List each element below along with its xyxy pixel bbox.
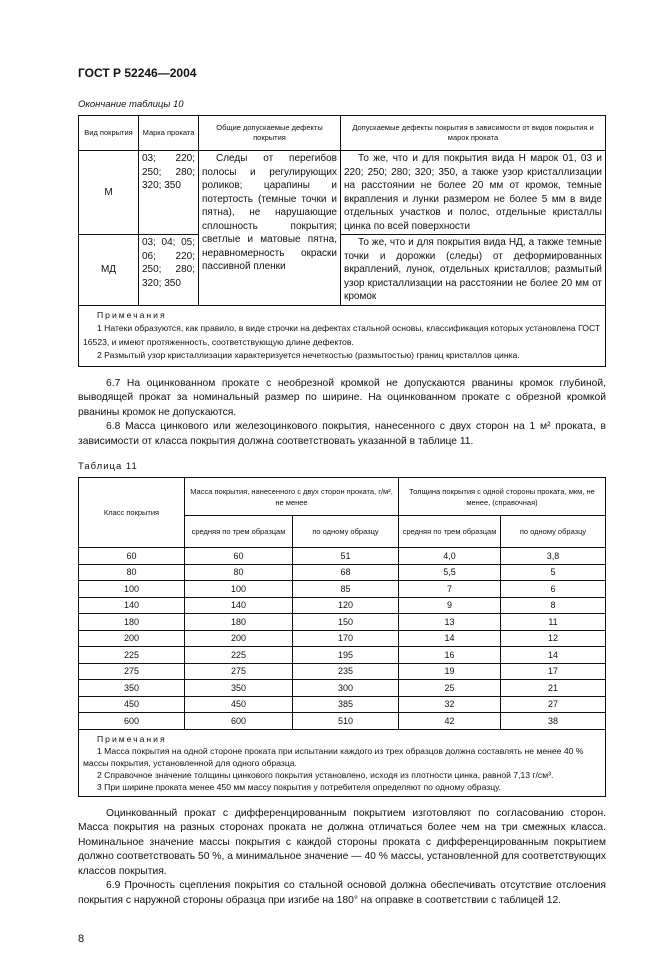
column-header: средняя по трем образцам [399,516,501,548]
table-cell: 385 [293,696,399,713]
table-cell: 510 [293,713,399,730]
table-row [79,630,606,647]
table-cell: 450 [79,696,185,713]
table-cell: 12 [501,630,606,647]
table-cell: 100 [79,581,185,598]
table-cell: 6 [501,581,606,598]
note: 3 При ширине проката менее 450 мм массу покрытия у потребителя определяют по одному образцу. [97,781,501,792]
grades: 03; 04; 05; 06; 220; 250; 280; 320; 350 [139,235,199,306]
column-header: Класс покрытия [79,478,185,548]
column-header: Масса покрытия, нанесенного с двух сторон проката, г/м², не менее [185,478,399,516]
table-row [79,680,606,697]
column-header: Толщина покрытия с одной стороны проката, мкм, не менее, (справочная) [399,478,606,516]
note: 2 Справочное значение толщины цинкового покрытия установлено, исходя из плотности цинка, равной 7,13 г/см³. [97,769,554,780]
table-cell: 11 [501,614,606,631]
paragraph: 6.7 На оцинкованном прокате с необрезной кромкой не допускаются рванины кромок глубиной, выводящей прокат за номинальный размер по ширине. На оцинкованном прокате с обрезной кромкой рванины кромок не допускаются. [78,377,606,418]
table-cell: 3,8 [501,548,606,565]
paragraphs-6-7-6-8 [78,377,606,450]
table-cell: 170 [293,630,399,647]
column-header: средняя по трем образцам [185,516,293,548]
general-defects: Следы от перегибов полосы и регулирующих роликов; царапины и потертость (темные точки и пятна), не нарушающие сплошность покрытия; светлые и матовые пятна, неравномерность окраски пассивной пленки [199,151,341,306]
table-cell: 5,5 [399,564,501,581]
table-cell: 68 [293,564,399,581]
table-cell: 38 [501,713,606,730]
table-cell: 120 [293,597,399,614]
paragraph: 6.8 Масса цинкового или железоцинкового покрытия, нанесенного с двух сторон на 1 м² проката, в зависимости от класса покрытия должна соответствовать указанной в таблице 11. [78,421,606,447]
table-10 [78,115,606,367]
table-cell: 60 [79,548,185,565]
grades: 03; 220; 250; 280; 320; 350 [139,151,199,235]
table-cell: 25 [399,680,501,697]
table-cell: 14 [399,630,501,647]
notes-title: Примечания [97,309,167,320]
table-cell: 5 [501,564,606,581]
table-row [79,696,606,713]
table-row [79,548,606,565]
table-cell: 600 [185,713,293,730]
table-cell: 13 [399,614,501,631]
table-cell: 140 [79,597,185,614]
table-cell: 4,0 [399,548,501,565]
specific-defects: То же, что и для покрытия вида НД, а также темные точки и дорожки (следы) от деформированных вкраплений, лунок, отдельных кристаллов; размытый узор кристаллизации на расстоянии не более 20 мм от кромок [341,235,606,306]
table-cell: 180 [79,614,185,631]
table-cell: 14 [501,647,606,664]
table10-notes [79,305,606,366]
table-cell: 195 [293,647,399,664]
table-row [79,713,606,730]
table-cell: 27 [501,696,606,713]
table-row [79,151,606,235]
table-cell: 51 [293,548,399,565]
table-row [79,647,606,664]
table-cell: 275 [79,663,185,680]
coating-type: МД [79,235,139,306]
table-row [79,564,606,581]
column-header: Вид покрытия [79,116,139,151]
table-cell: 19 [399,663,501,680]
note: 2 Размытый узор кристаллизации характеризуется нечеткостью (размытостью) границ кристаллов цинка. [97,350,520,360]
table-cell: 17 [501,663,606,680]
table-cell: 7 [399,581,501,598]
table-cell: 60 [185,548,293,565]
table-cell: 300 [293,680,399,697]
table-cell: 80 [79,564,185,581]
paragraph: 6.9 Прочность сцепления покрытия со стальной основой должна обеспечивать отсутствие отслоения покрытия с наружной стороны образца при изгибе на 180° на оправке в соответствии с таблицей 12. [78,880,606,906]
table-cell: 8 [501,597,606,614]
table-cell: 9 [399,597,501,614]
table-row [79,597,606,614]
table-cell: 16 [399,647,501,664]
table-cell: 200 [79,630,185,647]
notes-title: Примечания [97,733,167,744]
table-cell: 350 [185,680,293,697]
table11-notes [79,729,606,796]
paragraph: Оцинкованный прокат с дифференцированным покрытием изготовляют по согласованию сторон. Масса покрытия на разных сторонах проката не должна отличаться более чем на три смежных класса. Номинальное значение массы покрытия с каждой стороны проката с дифференцированным покрытием должно соответствовать 50 %, а минимальное значение — 40 % массы, установленной для соответствующих классов покрытия. [78,807,606,877]
table-header-row [79,116,606,151]
table-cell: 350 [79,680,185,697]
table11-caption: Таблица 11 [78,461,138,472]
table-row [79,614,606,631]
paragraphs-after-table11 [78,807,606,909]
table10-caption: Окончание таблицы 10 [78,99,184,110]
table-cell: 80 [185,564,293,581]
table-cell: 140 [185,597,293,614]
table-11 [78,477,606,797]
table-cell: 275 [185,663,293,680]
table-cell: 600 [79,713,185,730]
table-cell: 42 [399,713,501,730]
table-cell: 100 [185,581,293,598]
note: 1 Масса покрытия на одной стороне проката при испытании каждого из трех образцов должна составлять не менее 40 % массы покрытия, установленной для одного образца. [83,745,584,768]
table-row [79,581,606,598]
table-cell: 235 [293,663,399,680]
table-cell: 180 [185,614,293,631]
table-row [79,663,606,680]
page-number: 8 [78,933,85,945]
table-cell: 225 [185,647,293,664]
column-header: Марка проката [139,116,199,151]
table-cell: 85 [293,581,399,598]
column-header: по одному образцу [293,516,399,548]
specific-defects: То же, что и для покрытия вида Н марок 01, 03 и 220; 250; 280; 320; 350, а также узор кристаллизации на расстоянии не более 20 мм от кромок, темные вкрапления и лунки размером не более 5 мм в виде отдельных участков и полос, отдельные кристаллы цинка по всей поверхности [341,151,606,235]
column-header: Допускаемые дефекты покрытия в зависимости от видов покрытия и марок проката [341,116,606,151]
column-header: по одному образцу [501,516,606,548]
column-header: Общие допускаемые дефекты покрытия [199,116,341,151]
table-row [79,235,606,306]
table-cell: 225 [79,647,185,664]
table-cell: 32 [399,696,501,713]
table-cell: 150 [293,614,399,631]
coating-type: М [79,151,139,235]
document-header: ГОСТ Р 52246—2004 [78,66,197,80]
note: 1 Натеки образуются, как правило, в виде строчки на дефектах стальной основы, классификация которых установлена ГОСТ 16523, и имеют протяженность, соответствующую длине дефектов. [83,323,601,347]
table-cell: 21 [501,680,606,697]
table-cell: 200 [185,630,293,647]
table-cell: 450 [185,696,293,713]
